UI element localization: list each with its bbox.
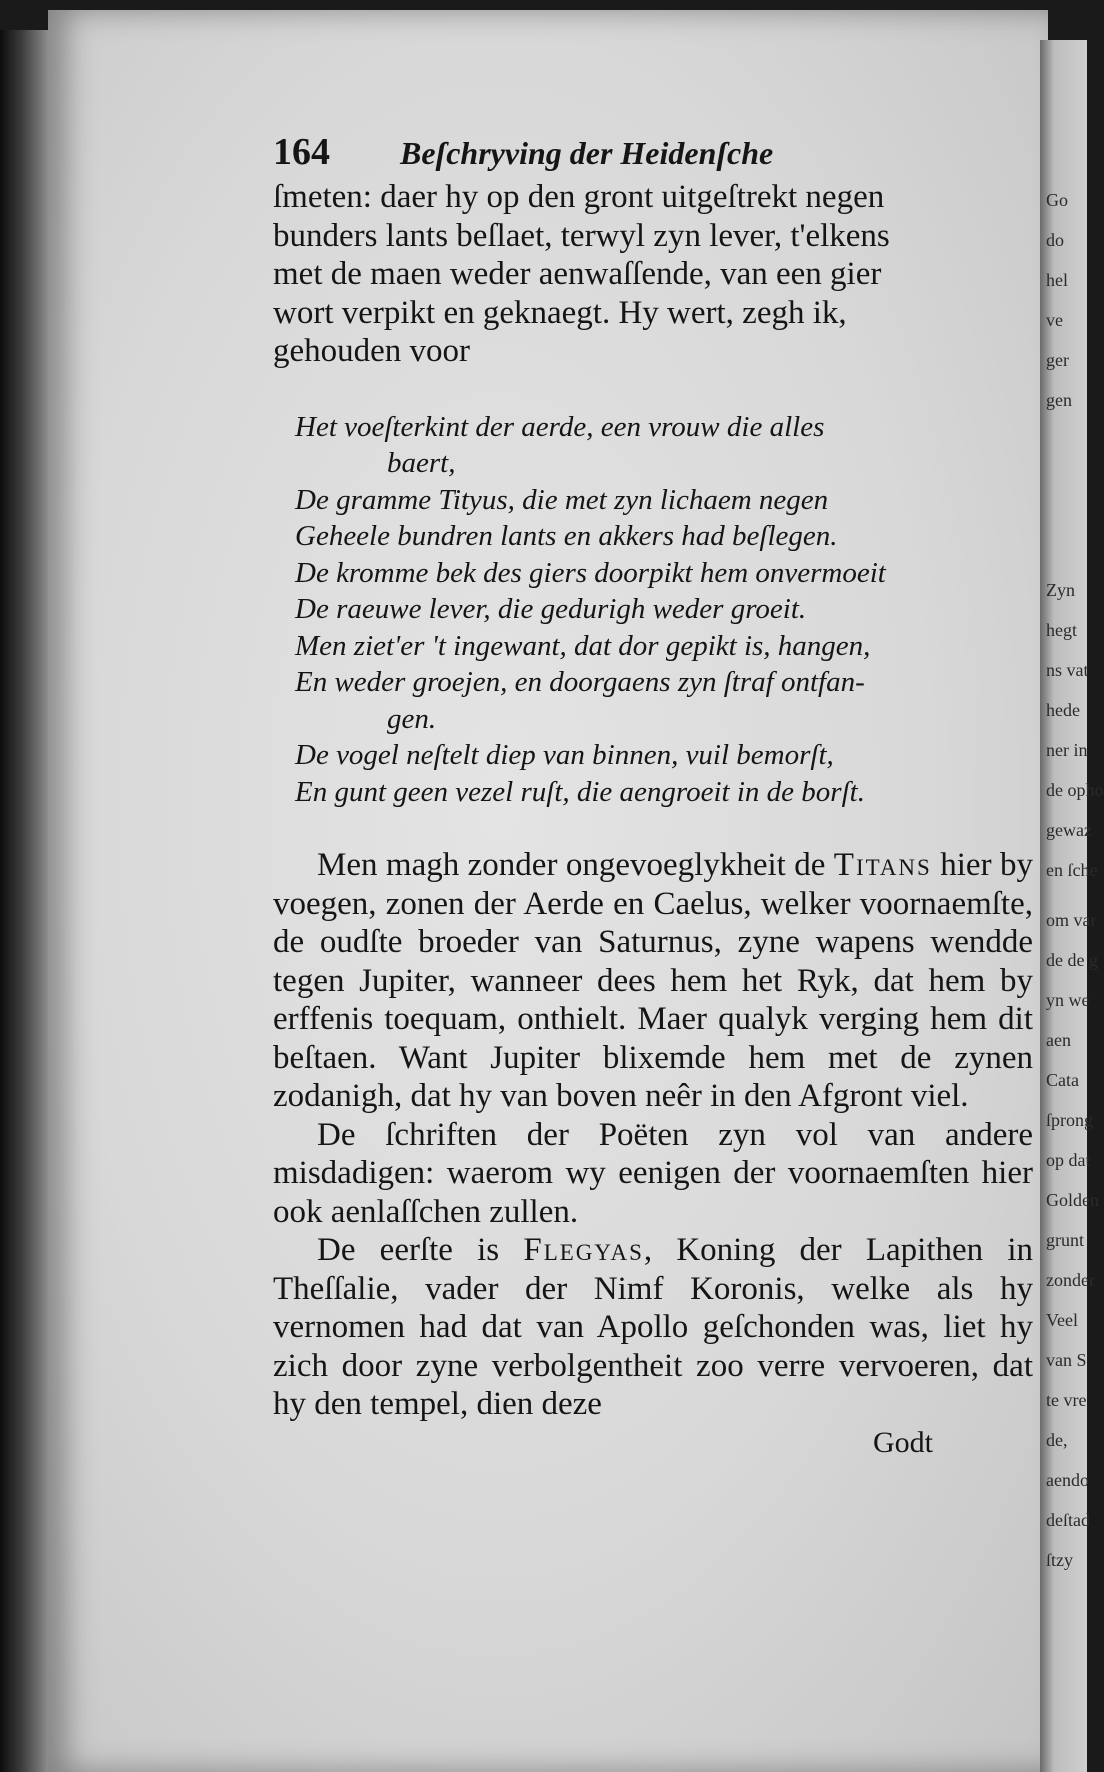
fragment-text: Golden bbox=[1046, 1190, 1099, 1210]
fragment-text: deſtad bbox=[1046, 1510, 1090, 1530]
text-line: gehouden voor bbox=[273, 333, 471, 369]
text-line: met de maen weder aenwaſſende, van een gier bbox=[273, 256, 882, 292]
running-title: Beſchryving der Heidenſche bbox=[400, 135, 774, 171]
poem-line: De gramme Tityus, die met zyn lichaem negen bbox=[295, 483, 829, 516]
fragment-text: om var bbox=[1046, 910, 1097, 930]
poem-line: baert, bbox=[387, 447, 456, 479]
binding-edge bbox=[0, 30, 52, 1772]
fragment-text: de de g bbox=[1046, 950, 1098, 970]
opening-paragraph bbox=[273, 178, 1033, 371]
fragment-text: ger bbox=[1046, 350, 1069, 370]
page-text bbox=[273, 130, 1033, 1460]
fragment-text: gen bbox=[1046, 390, 1072, 410]
fragment-text: ve bbox=[1046, 310, 1063, 330]
poem-line: De vogel neſtelt diep van binnen, vuil bemorſt, bbox=[295, 739, 834, 771]
name-titans: Titans bbox=[833, 847, 932, 883]
paragraph-poets: De ſchriften der Poëten zyn vol van andere misdadigen: waerom wy eenigen der voornaemſten hier ook aenlaſſchen zullen. bbox=[273, 1116, 1033, 1230]
poem-line: Het voeſterkint der aerde, een vrouw die alles bbox=[295, 410, 825, 443]
fragment-text: gewaz bbox=[1046, 820, 1092, 840]
poem-line: En weder groejen, en doorgaens zyn ſtraf ontfan- bbox=[295, 666, 865, 698]
fragment-text: ner in bbox=[1046, 740, 1088, 760]
fragment-text: op dat bbox=[1046, 1150, 1091, 1170]
fragment-text: hede bbox=[1046, 700, 1080, 720]
poem-line: En gunt geen vezel ruſt, die aengroeit in de borſt. bbox=[295, 775, 865, 808]
paragraph-text: De eerſte is bbox=[317, 1232, 500, 1268]
paragraph-text: Men magh zonder ongevoeglykheit de bbox=[317, 847, 826, 883]
text-line: wort verpikt en geknaegt. Hy wert, zegh ik, bbox=[273, 294, 847, 331]
fragment-text: ſtzy bbox=[1046, 1550, 1073, 1570]
fragment-text: yn we bbox=[1046, 990, 1090, 1010]
paragraph-flegyas bbox=[273, 1231, 1033, 1424]
fragment-text: en ſche bbox=[1046, 860, 1098, 880]
poem-line: Men ziet'er 't ingewant, dat dor gepikt is, hangen, bbox=[295, 629, 871, 662]
paragraph-text: hier by voegen, zonen der Aerde en Caelus, welker voornaemſte, de oudſte broeder van Saturnus, zyne wapens wendde tegen Jupiter, wanneer dees hem het Ryk, dat hem by erffenis toequam, onthielt. Maer qualyk verging hem dit beſtaen. Want Jupiter blixemde hem met de zynen zodanigh, dat hy van boven neêr in den Afgront viel. bbox=[273, 847, 1033, 1114]
fragment-text: do bbox=[1046, 230, 1064, 250]
poem-line: Geheele bundren lants en akkers had beſlegen. bbox=[295, 520, 838, 552]
fragment-text: aendo bbox=[1046, 1470, 1089, 1490]
poem-line: De kromme bek des giers doorpikt hem onvermoeit bbox=[295, 556, 886, 589]
paragraph-titans bbox=[273, 846, 1033, 1116]
fragment-text: hel bbox=[1046, 270, 1068, 290]
text-line: bunders lants beſlaet, terwyl zyn lever, t'elkens bbox=[273, 217, 890, 254]
fragment-text: van S bbox=[1046, 1350, 1087, 1370]
adjacent-page-edge bbox=[1040, 40, 1104, 1772]
fragment-text: ſprong bbox=[1046, 1110, 1093, 1130]
page-number: 164 bbox=[273, 131, 330, 173]
text-line: ſmeten: daer hy op den gront uitgeſtrekt negen bbox=[273, 179, 885, 215]
fragment-text: aen bbox=[1046, 1030, 1071, 1050]
book-page bbox=[48, 10, 1048, 1772]
fragment-text: Zyn bbox=[1046, 580, 1075, 600]
fragment-text: te vre bbox=[1046, 1390, 1087, 1410]
fragment-text: de opho bbox=[1046, 780, 1104, 800]
paragraph-text: , Koning der Lapithen in Theſſalie, vader der Nimf Koronis, welke als hy vernomen had dat van Apollo geſchonden was, liet hy zich door zyne verbolgentheit zoo verre vervoeren, dat hy den tempel, dien deze bbox=[273, 1232, 1034, 1422]
fragment-text: hegt bbox=[1046, 620, 1077, 640]
fragment-text: zonder bbox=[1046, 1270, 1095, 1290]
name-flegyas: Flegyas bbox=[523, 1232, 644, 1268]
fragment-text: Veel bbox=[1046, 1310, 1078, 1330]
poem-quotation bbox=[295, 409, 1033, 811]
fragment-text: Cata bbox=[1046, 1070, 1079, 1090]
fragment-text: Go bbox=[1046, 190, 1068, 210]
catchword: Godt bbox=[873, 1425, 933, 1459]
page-header bbox=[273, 130, 1033, 174]
fragment-text: de, bbox=[1046, 1430, 1068, 1450]
poem-line: gen. bbox=[387, 702, 437, 735]
fragment-text: ns vat bbox=[1046, 660, 1089, 680]
fragment-text: grunt bbox=[1046, 1230, 1084, 1250]
poem-line: De raeuwe lever, die gedurigh weder groeit. bbox=[295, 593, 807, 625]
